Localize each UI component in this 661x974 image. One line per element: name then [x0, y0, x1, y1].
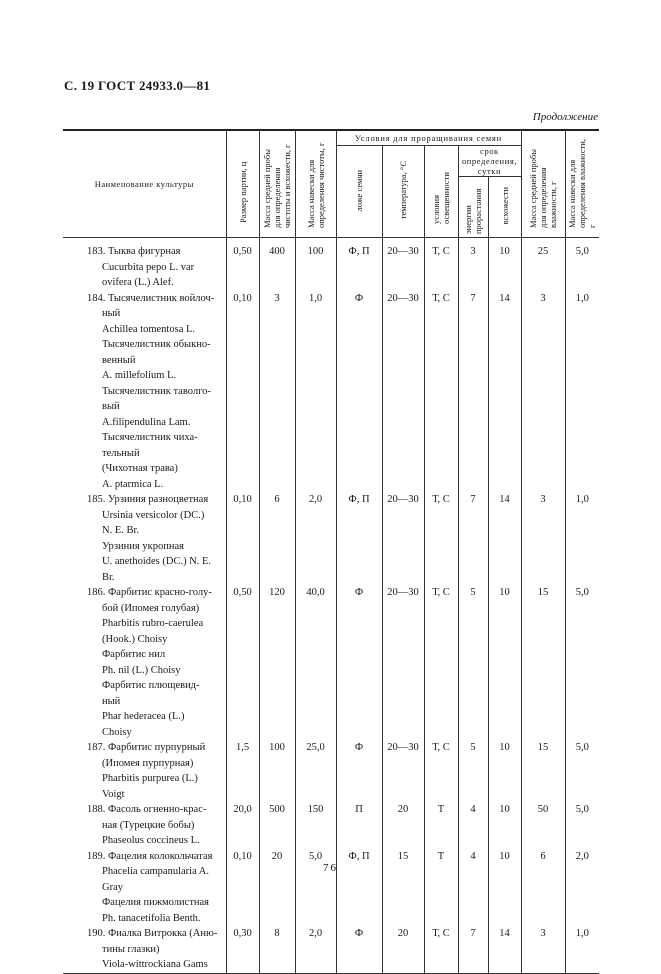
cell-avg-sample-moisture: 6: [521, 849, 565, 927]
table-row: [63, 238, 599, 291]
cell-sample-mass-moisture: 5,0: [565, 802, 599, 849]
cell-energy: 4: [458, 802, 488, 849]
cell-avg-sample-mass: 400: [259, 238, 295, 291]
crop-name-line: вый: [102, 401, 120, 412]
seed-table: [63, 129, 599, 974]
header-seed-bed: ложе семян: [336, 146, 382, 238]
crop-name-line: бой (Ипомея голубая): [102, 602, 200, 614]
table-row: [63, 291, 599, 493]
cell-avg-sample-moisture: 50: [521, 802, 565, 849]
crop-name-line: Gray: [102, 881, 123, 893]
crop-name-line: Pharbitis purpurea (L.): [102, 773, 198, 784]
cell-avg-sample-mass: 3: [259, 291, 295, 493]
cell-lot-size: 1,5: [226, 740, 259, 802]
crop-name-line: Voigt: [102, 788, 125, 800]
cell-lot-size: 0,30: [226, 926, 259, 973]
crop-name-line: A. millefolium L.: [102, 370, 177, 381]
cell-avg-sample-moisture: 3: [521, 291, 565, 493]
table-row: [63, 585, 599, 740]
crop-name-line: Фацелия пижмолистная: [102, 897, 210, 908]
cell-sample-mass-purity: 150: [295, 802, 336, 849]
crop-name-line: A. ptarmica L.: [102, 478, 164, 490]
table-row: [63, 802, 599, 849]
cell-avg-sample-moisture: 15: [521, 740, 565, 802]
crop-name-line: Ph. nil (L.) Choisy: [102, 664, 181, 676]
crop-name-line: 186. Фарбитис красно-голу-: [87, 587, 212, 598]
cell-temperature: 15: [382, 849, 424, 927]
cell-energy: 5: [458, 585, 488, 740]
cell-light: Т: [424, 849, 458, 927]
cell-sample-mass-purity: 2,0: [295, 926, 336, 973]
cell-sample-mass-purity: 100: [295, 238, 336, 291]
cell-temperature: 20—30: [382, 492, 424, 585]
cell-sample-mass-purity: 40,0: [295, 585, 336, 740]
cell-sample-mass-purity: 25,0: [295, 740, 336, 802]
cell-energy: 3: [458, 238, 488, 291]
crop-name-line: Viola-wittrockiana Gams: [102, 959, 208, 970]
cell-sample-mass-moisture: 5,0: [565, 238, 599, 291]
cell-light: Т, С: [424, 740, 458, 802]
cell-sample-mass-moisture: 1,0: [565, 492, 599, 585]
cell-crop-name: [63, 926, 226, 973]
header-temperature: температура, °С: [382, 146, 424, 238]
header-energy: энергии прорастания: [458, 177, 488, 238]
header-sample-mass-moisture: Масса навески для определения влажности, г: [565, 130, 599, 238]
cell-crop-name: [63, 802, 226, 849]
cell-avg-sample-mass: 100: [259, 740, 295, 802]
crop-name-line: A.filipendulina Lam.: [102, 416, 191, 428]
crop-name-line: U. anethoides (DC.) N. E.: [102, 556, 212, 567]
cell-sample-mass-moisture: 5,0: [565, 740, 599, 802]
crop-name-line: Br.: [102, 571, 115, 583]
crop-name-line: 185. Урзиния разноцветная: [87, 494, 209, 505]
crop-name-line: 188. Фасоль огненно-крас-: [87, 804, 207, 815]
header-lot-size: Размер партии, ц: [226, 130, 259, 238]
cell-crop-name: [63, 585, 226, 740]
table-row: [63, 492, 599, 585]
cell-avg-sample-mass: 8: [259, 926, 295, 973]
cell-avg-sample-mass: 120: [259, 585, 295, 740]
cell-germination: 10: [488, 802, 521, 849]
table-row: [63, 926, 599, 973]
cell-crop-name: [63, 849, 226, 927]
crop-name-line: 189. Фацелия колокольчатая: [87, 850, 213, 862]
crop-name-line: Achillea tomentosa L.: [102, 323, 196, 335]
cell-lot-size: 0,10: [226, 492, 259, 585]
crop-name-line: 187. Фарбитис пурпурный: [87, 742, 206, 753]
cell-light: Т, С: [424, 291, 458, 493]
crop-name-line: Тысячелистник чиха-: [102, 432, 198, 443]
table-row: [63, 849, 599, 927]
crop-name-line: Фарбитис плющевид-: [102, 680, 200, 691]
cell-avg-sample-mass: 6: [259, 492, 295, 585]
cell-sample-mass-moisture: 1,0: [565, 291, 599, 493]
table-row: [63, 740, 599, 802]
cell-temperature: 20—30: [382, 740, 424, 802]
cell-temperature: 20—30: [382, 238, 424, 291]
crop-name-line: (Ипомея пурпурная): [102, 757, 194, 769]
header-sample-mass-purity: Масса навески для определения чистоты, г: [295, 130, 336, 238]
crop-name-line: ный: [102, 695, 121, 707]
cell-temperature: 20: [382, 926, 424, 973]
cell-sample-mass-moisture: 2,0: [565, 849, 599, 927]
page-header: С. 19 ГОСТ 24933.0—81: [64, 78, 211, 93]
crop-name-line: Phacelia campanularia A.: [102, 866, 209, 877]
header-germination: всхожести: [488, 177, 521, 238]
header-light: условия освещенности: [424, 146, 458, 238]
cell-light: Т: [424, 802, 458, 849]
cell-germination: 14: [488, 291, 521, 493]
cell-lot-size: 0,10: [226, 291, 259, 493]
crop-name-line: N. E. Br.: [102, 525, 140, 536]
cell-seed-bed: Ф: [336, 740, 382, 802]
crop-name-line: Урзиния укропная: [102, 540, 184, 552]
crop-name-line: Тысячелистник обыкно-: [102, 339, 211, 350]
cell-crop-name: [63, 740, 226, 802]
crop-name-line: (Чихотная трава): [102, 463, 178, 474]
cell-germination: 10: [488, 849, 521, 927]
cell-avg-sample-moisture: 3: [521, 492, 565, 585]
cell-seed-bed: Ф: [336, 291, 382, 493]
cell-energy: 7: [458, 291, 488, 493]
cell-lot-size: 20,0: [226, 802, 259, 849]
crop-name-line: Ph. tanacetifolia Benth.: [102, 912, 201, 924]
crop-name-line: Ursinia versicolor (DC.): [102, 509, 205, 521]
cell-germination: 10: [488, 238, 521, 291]
cell-lot-size: 0,50: [226, 238, 259, 291]
cell-lot-size: 0,50: [226, 585, 259, 740]
crop-name-line: (Hook.) Choisy: [102, 633, 168, 645]
crop-name-line: ovifera (L.) Alef.: [102, 277, 174, 288]
crop-name-line: ный: [102, 308, 121, 319]
cell-crop-name: [63, 238, 226, 291]
header-avg-sample-mass: Масса средней пробы для определения чистоты и всхожести, г: [259, 130, 295, 238]
cell-seed-bed: Ф: [336, 926, 382, 973]
continuation-label: Продолжение: [532, 111, 598, 123]
cell-avg-sample-mass: 20: [259, 849, 295, 927]
cell-energy: 5: [458, 740, 488, 802]
header-group-term: срок определения, сутки: [458, 146, 521, 177]
cell-germination: 10: [488, 740, 521, 802]
header-avg-sample-moisture: Масса средней пробы для определения влажности, г: [521, 130, 565, 238]
crop-name-line: Pharbitis rubro-caerulea: [102, 618, 204, 629]
cell-sample-mass-moisture: 5,0: [565, 585, 599, 740]
crop-name-line: 184. Тысячелистник войлоч-: [87, 292, 215, 304]
cell-germination: 14: [488, 926, 521, 973]
cell-crop-name: [63, 291, 226, 493]
cell-crop-name: [63, 492, 226, 585]
cell-avg-sample-mass: 500: [259, 802, 295, 849]
cell-avg-sample-moisture: 25: [521, 238, 565, 291]
crop-name-line: Cucurbita pepo L. var: [102, 261, 195, 273]
crop-name-line: венный: [102, 354, 136, 366]
cell-germination: 14: [488, 492, 521, 585]
crop-name-line: тельный: [102, 447, 140, 459]
cell-temperature: 20—30: [382, 291, 424, 493]
cell-avg-sample-moisture: 3: [521, 926, 565, 973]
cell-temperature: 20—30: [382, 585, 424, 740]
cell-energy: 7: [458, 492, 488, 585]
page-number: 76: [323, 862, 338, 874]
header-group-conditions: Условия для проращивания семян: [336, 130, 521, 146]
cell-seed-bed: Ф, П: [336, 238, 382, 291]
cell-sample-mass-purity: 5,0: [295, 849, 336, 927]
crop-name-line: Choisy: [102, 726, 132, 738]
cell-energy: 7: [458, 926, 488, 973]
cell-seed-bed: Ф, П: [336, 492, 382, 585]
crop-name-line: тины глазки): [102, 943, 160, 955]
cell-seed-bed: Ф, П: [336, 849, 382, 927]
crop-name-line: ная (Турецкие бобы): [102, 819, 195, 831]
crop-name-line: 190. Фиалка Витрокка (Аню-: [87, 928, 218, 939]
cell-sample-mass-purity: 1,0: [295, 291, 336, 493]
cell-energy: 4: [458, 849, 488, 927]
cell-avg-sample-moisture: 15: [521, 585, 565, 740]
crop-name-line: 183. Тыква фигурная: [87, 246, 181, 257]
crop-name-line: Phaseolus coccineus L.: [102, 835, 200, 846]
cell-sample-mass-purity: 2,0: [295, 492, 336, 585]
cell-light: Т, С: [424, 492, 458, 585]
cell-seed-bed: Ф: [336, 585, 382, 740]
crop-name-line: Фарбитис нил: [102, 649, 166, 660]
header-name: Наименование культуры: [63, 130, 226, 238]
cell-light: Т, С: [424, 585, 458, 740]
cell-lot-size: 0,10: [226, 849, 259, 927]
cell-light: Т, С: [424, 238, 458, 291]
crop-name-line: Тысячелистник таволго-: [102, 385, 211, 397]
cell-seed-bed: П: [336, 802, 382, 849]
crop-name-line: Phar hederacea (L.): [102, 711, 185, 722]
cell-sample-mass-moisture: 1,0: [565, 926, 599, 973]
cell-temperature: 20: [382, 802, 424, 849]
cell-light: Т, С: [424, 926, 458, 973]
cell-germination: 10: [488, 585, 521, 740]
